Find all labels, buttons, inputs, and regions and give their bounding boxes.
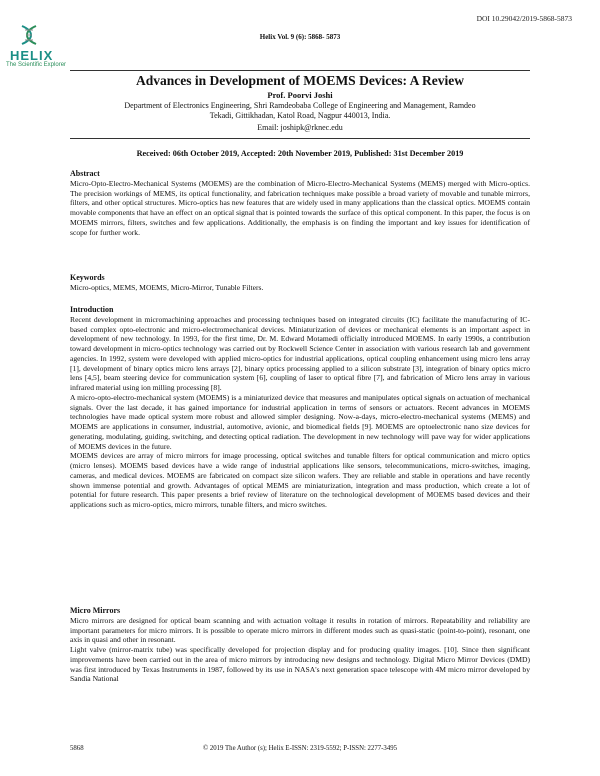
introduction-section	[70, 305, 530, 510]
abstract-section	[70, 169, 530, 237]
publication-dates: Received: 06th October 2019, Accepted: 20th November 2019, Published: 31st December 2019	[136, 149, 464, 158]
micro-mirrors-heading: Micro Mirrors	[70, 606, 121, 615]
title-block-rule	[70, 138, 530, 139]
copyright-line: © 2019 The Author (s); Helix E-ISSN: 2319-5592; P-ISSN: 2277-3495	[202, 745, 398, 752]
introduction-paragraph: MOEMS devices are array of micro mirrors for image processing, optical switches and tunable filters for optical communication and micro optics (micro lenses). MOEMS based devices have a wide range of industrial applications like sensors, telecommunications, micro-switches, imaging, cameras, and medical devices. MOEMS are fabricated on compact size silicon wafers. They are reliable and stable in operations and have recently shown immense potential and growth. Advantages of optical MEMS are miniaturization, integration and mass production, which create a lot of potential for future research. This paper presents a brief review of literature on the technological development of MOEMS based devices and their applications such as micro-optics, micro mirrors, tunable filters, and micro switches.	[70, 451, 530, 509]
page-number: 5868	[70, 745, 84, 752]
abstract-heading: Abstract	[70, 169, 100, 178]
author-name: Prof. Poorvi Joshi	[267, 90, 333, 100]
affiliation	[70, 101, 530, 121]
micro-mirrors-paragraph: Light valve (mirror-matrix tube) was specifically developed for projection display and for producing quality images. [10]. Since then significant improvements have been carried out in the area of micro mirrors by introducing new designs and technology. Digital Micro Mirror Devices (DMD) was first introduced by Texas Instruments in 1987, followed by its use in NASA's next generation space telescope with 4M micro mirror developed by Sandia National	[70, 645, 530, 684]
micro-mirrors-section	[70, 606, 530, 684]
affiliation-line: Department of Electronics Engineering, Shri Ramdeobaba College of Engineering and Management, Ramdeo	[124, 101, 476, 110]
helix-logo	[6, 22, 96, 68]
micro-mirrors-paragraph: Micro mirrors are designed for optical beam scanning and with actuation voltage it results in rotation of mirrors. Repeatability and reliability are important parameters for micro mirrors. It is possible to operate micro mirrors in different modes such as quasi-static (point-to-point), resonant, one axis in quasi and other in resonant.	[70, 615, 530, 645]
introduction-heading: Introduction	[70, 305, 114, 314]
paper-title: Advances in Development of MOEMS Devices: A Review	[135, 73, 465, 88]
affiliation-line: Tekadi, Gittikhadan, Katol Road, Nagpur 440013, India.	[209, 111, 391, 120]
keywords-section	[70, 273, 530, 293]
logo-tagline: The Scientific Explorer	[6, 62, 67, 68]
logo-wordmark: HELIX	[10, 48, 54, 63]
keywords-heading: Keywords	[70, 273, 105, 282]
introduction-paragraph: A micro-opto-electro-mechanical system (MOEMS) is a miniaturized device that measures and manipulates optical signals on actuation of mechanical signals. Over the last decade, it has gained importance for industrial application in terms of sensors or actuators. Recent advances in MOEMS technologies have made optical system more robust and allowed simpler designing. Now-a-days, micro-electro-mechanical systems (MEMS) and MOEMS are applications in consumer, industrial, automotive, avionic, and biomedical fields [9]. MOEMS are optoelectronic nano size devices for generating, modulating, guiding, switching, and detecting optical radiation. The development in new technology will pave way for wider applications of MOEMS devices in the future.	[70, 392, 530, 451]
journal-citation: Helix Vol. 9 (6): 5868- 5873	[259, 33, 341, 41]
author-email: Email: joshipk@rknec.edu	[257, 123, 343, 132]
introduction-paragraph: Recent development in micromachining approaches and processing techniques based on integrated circuits (IC) facilitate the manufacturing of IC-based complex opto-electronic and micro-electromechanical devices. Miniaturization of devices or mechanical elements is an important aspect in development of new technology. In 1993, for the first time, Dr. M. Edward Motamedi officially introduced MOEMS. In early 1990s, a contribution toward development in micro-optics technology was carried out by Rockwell Science Center in association with various research lab and government agencies. In 1992, system were developed with applied micro-optics for industrial applications, optical coupling enhancement using micro lens array [1], development of binary optics micro lens arrays [2], binary optics processing applied to a silicon substrate [3], integration of binary optics micro lens [4,5], beam steering device for communication system [6], coupling of laser to optical fibre [7], and fabrication of Micro lens array in various infrared material using ion milling processing [8].	[70, 314, 530, 392]
doi-line: DOI 10.29042/2019-5868-5873	[476, 14, 572, 23]
abstract-text: Micro-Opto-Electro-Mechanical Systems (MOEMS) are the combination of Micro-Electro-Mechanical Systems (MEMS) merged with Micro-optics. The precision workings of MEMS, its optical functionality, and fabrication techniques make possible a broad variety of movable and tunable mirrors, filters, and other optical structures. Micro-optics has new features that are widely used in many applications than the classical optics. MOEMS contain movable components that have an effect on an optical signal that is pointed towards the surface of this optical component. In this paper, the focus is on MOEMS mirrors, filters, switches and few applications. Additionally, the emphasis is on finding the important and key issues for identification of scope for further work.	[70, 178, 530, 237]
header-rule	[70, 70, 530, 71]
keywords-text: Micro-optics, MEMS, MOEMS, Micro-Mirror, Tunable Filters.	[70, 282, 264, 292]
